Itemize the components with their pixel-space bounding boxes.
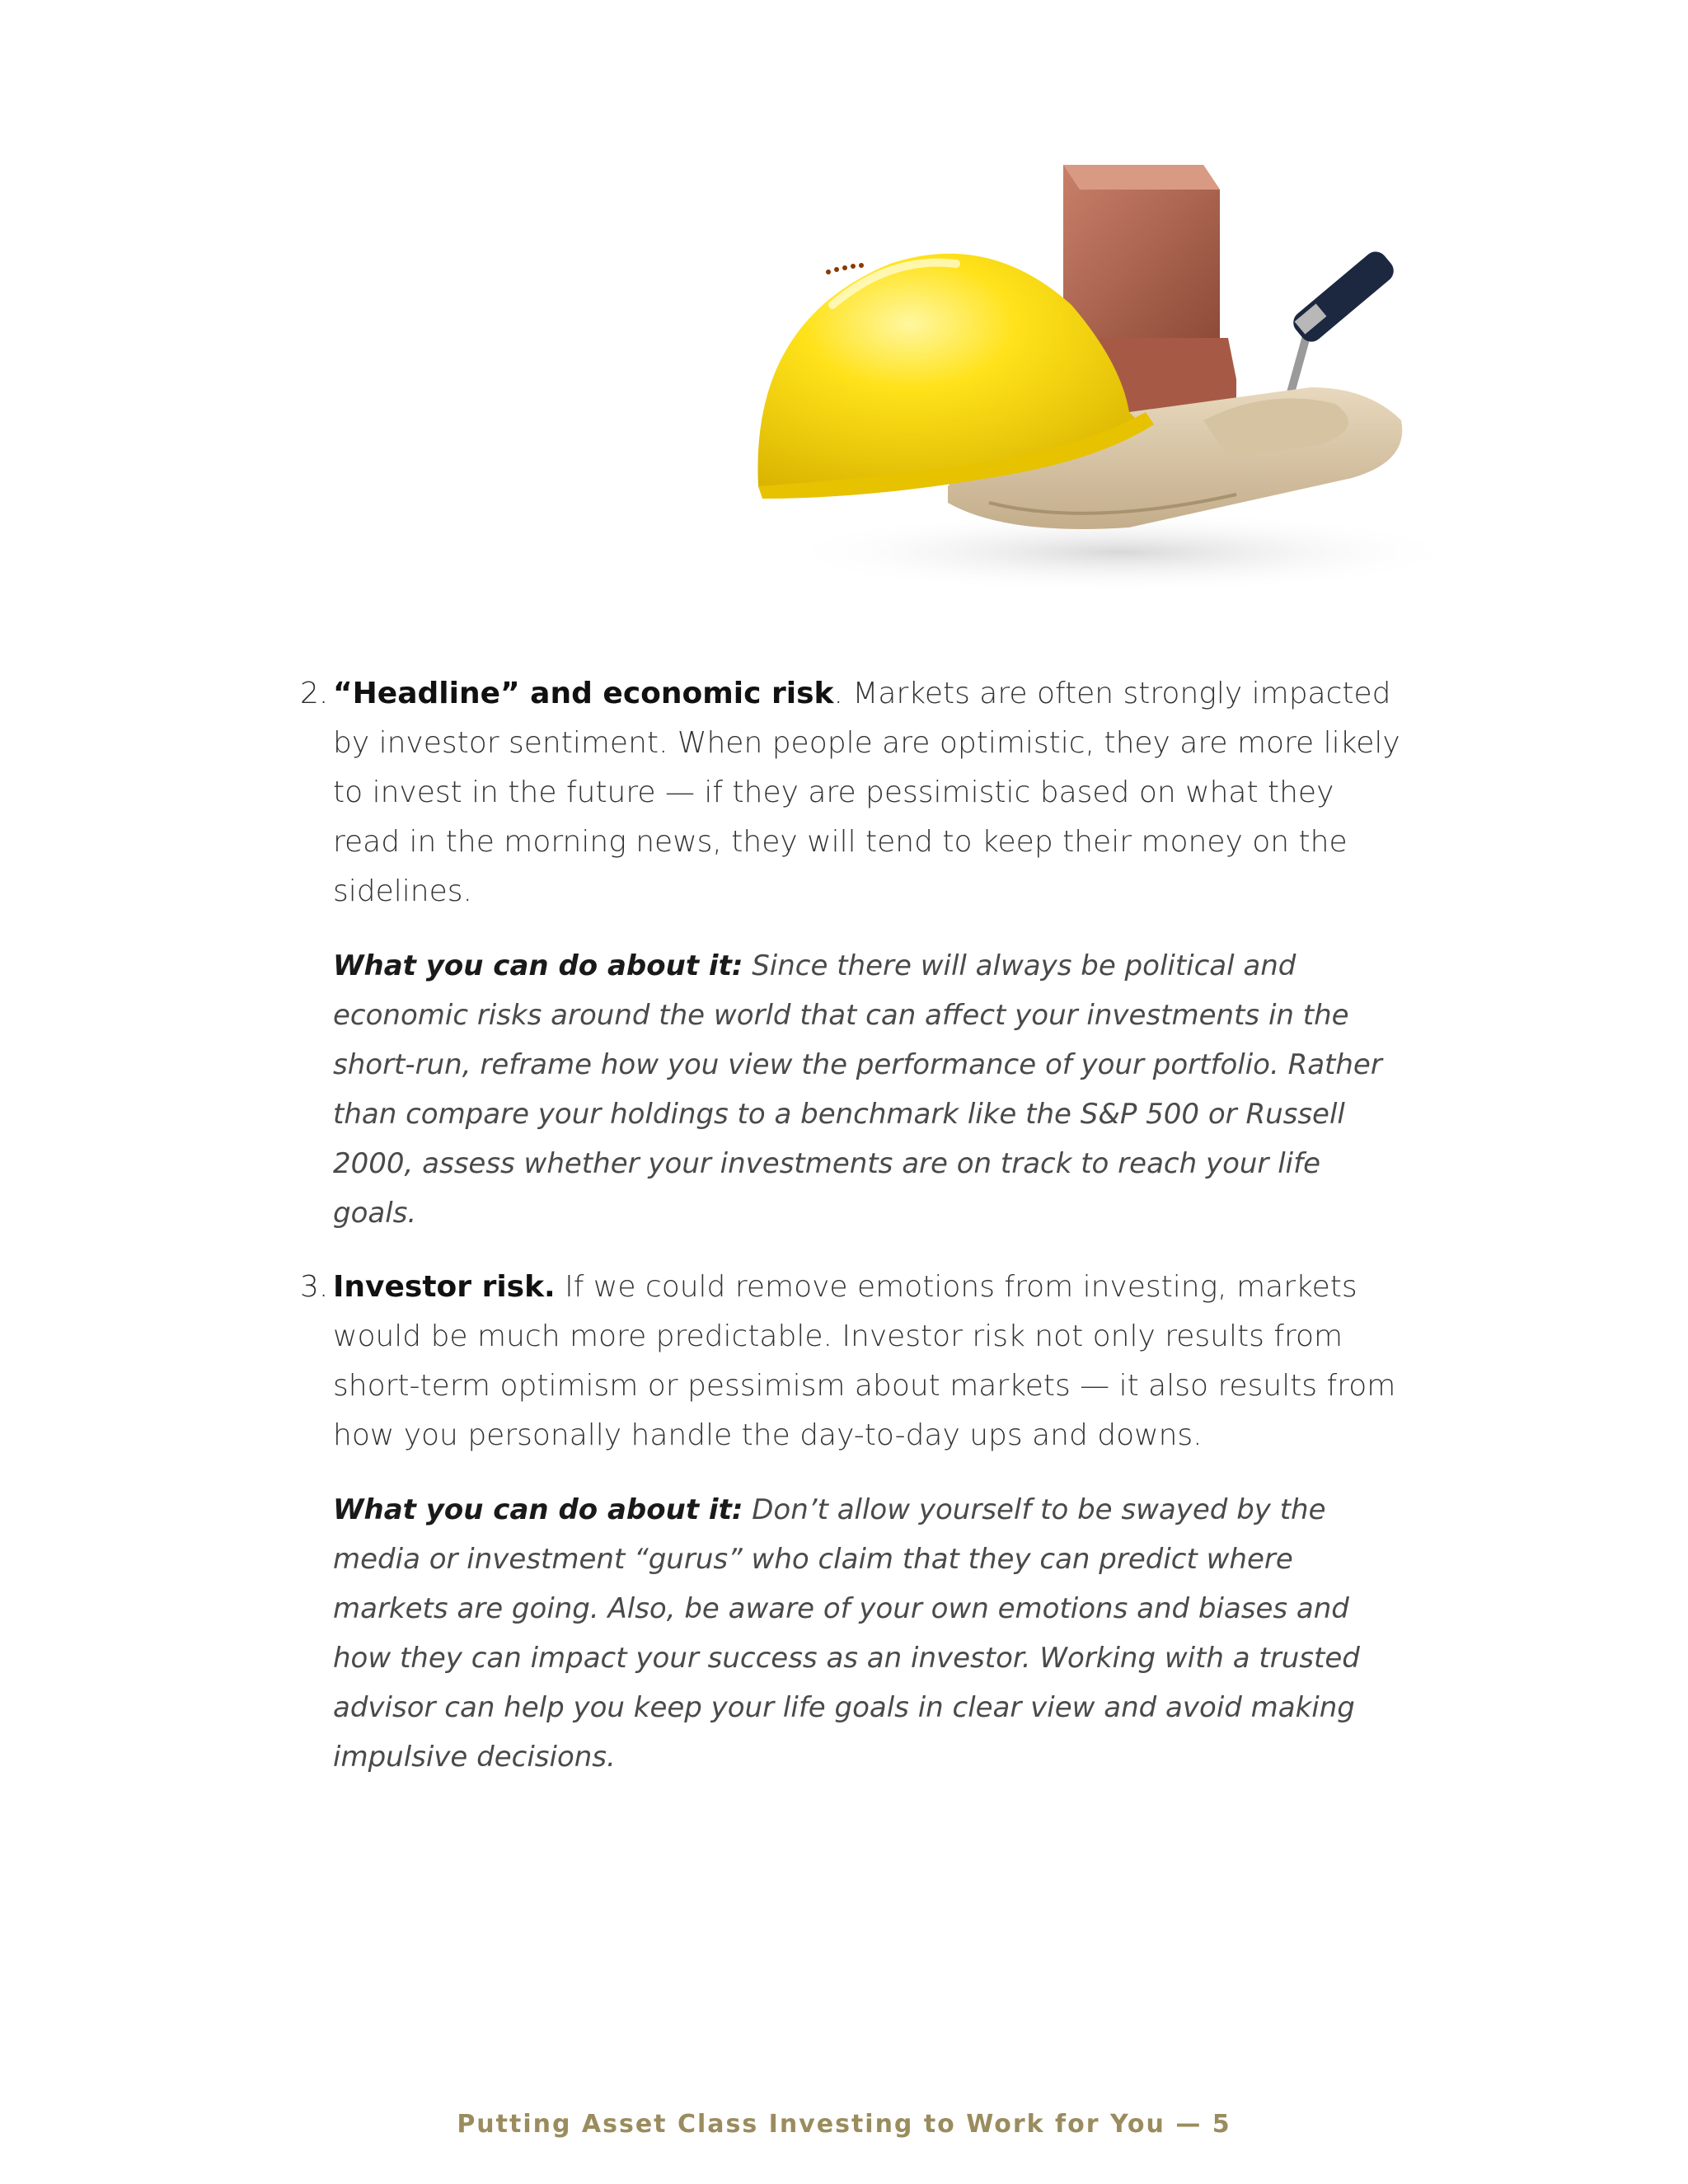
list-item-paragraph: . Markets are often strongly impacted by investor sentiment. When people are optimistic, they are more likely to invest in the future — if they are pessimistic based on what they read in the morning news, they will tend to keep their money on the sidelines. — [333, 677, 1400, 908]
advice-label: What you can do about it: — [333, 1493, 743, 1526]
advice-label: What you can do about it: — [333, 949, 743, 982]
advice-text: Since there will always be political and economic risks around the world that can affect your investments in the short-run, reframe how you view the performance of your portfolio. Rather than compare your holdings to a benchmark like the S&P 500 or Russell 2000, assess whether your investments are on track to reach your life goals. — [333, 949, 1382, 1230]
document-body — [297, 669, 1401, 1807]
list-item-number: 3. — [300, 1270, 329, 1304]
list-item-heading: Investor risk. — [333, 1270, 556, 1304]
page-footer: Putting Asset Class Investing to Work for You — 5 — [457, 2110, 1231, 2139]
list-item — [297, 1263, 1401, 1782]
trowel-graphic — [1289, 247, 1399, 396]
list-item-heading: “Headline” and economic risk — [333, 677, 834, 710]
list-item-text — [333, 669, 1401, 916]
list-item-text — [333, 1263, 1401, 1460]
list-item-paragraph: If we could remove emotions from investing, markets would be much more predictable. Investor risk not only results from short-term optimism or pessimism about markets — it also results from how you personally handle the day-to-day ups and downs. — [333, 1270, 1396, 1452]
advice-paragraph — [333, 1485, 1401, 1782]
advice-paragraph — [333, 941, 1401, 1238]
list-item — [297, 669, 1401, 1238]
hard-hat-bricks-illustration — [742, 140, 1484, 602]
list-item-number: 2. — [300, 677, 329, 710]
advice-text: Don’t allow yourself to be swayed by the media or investment “gurus” who claim that they can predict where markets are going. Also, be aware of your own emotions and biases and how they can impact your success as an investor. Working with a trusted advisor can help you keep your life goals in clear view and avoid making impulsive decisions. — [333, 1493, 1360, 1774]
